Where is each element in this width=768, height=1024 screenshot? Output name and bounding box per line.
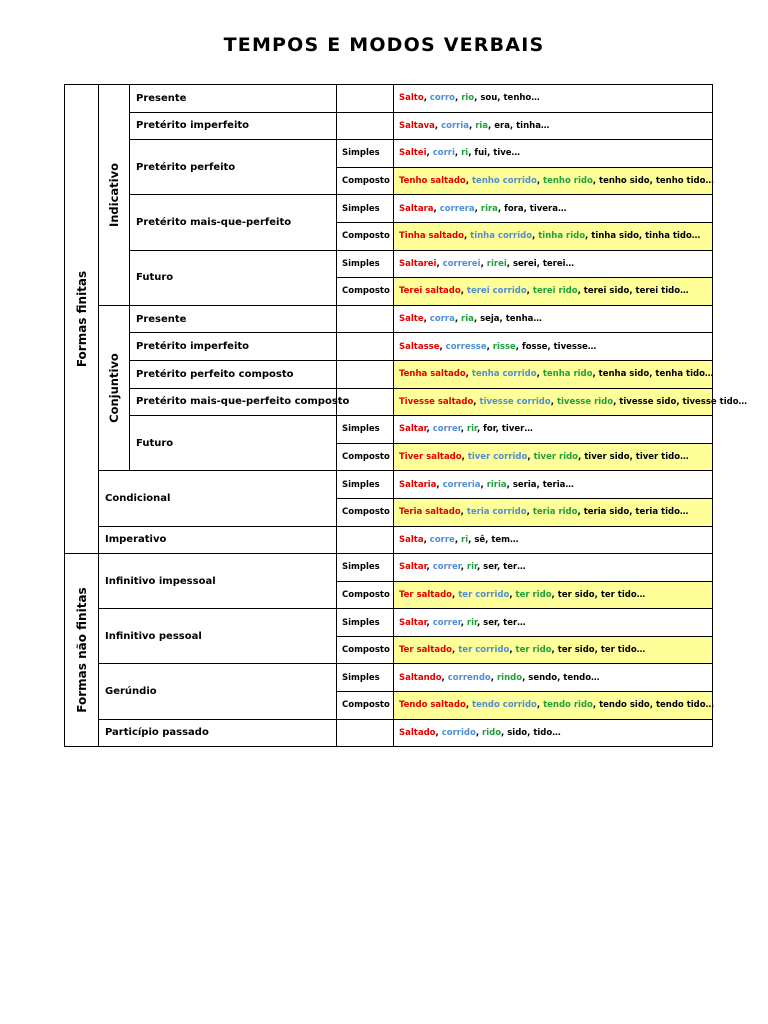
example-regular-er: tiver corrido <box>467 452 528 463</box>
example-irregular: ser, ter… <box>483 562 526 573</box>
example-regular-ir: ter rido <box>515 645 552 656</box>
example-irregular: sê, tem… <box>474 534 519 545</box>
group-label: Conjuntivo <box>107 353 121 423</box>
example-regular-er: correrei <box>442 258 481 269</box>
example-regular-er: corria <box>441 120 469 131</box>
example-irregular: ser, ter… <box>483 617 526 628</box>
example-irregular: serei, terei… <box>512 258 575 269</box>
subtype-cell: Simples <box>337 195 394 223</box>
example-regular-ir: tiver rido <box>533 452 579 463</box>
example-cell: Saltar, correr, rir, ser, ter… <box>394 609 713 637</box>
example-regular-ar: Saltarei <box>399 258 437 269</box>
table-row <box>65 305 713 333</box>
tense-cell: Infinitivo pessoal <box>99 609 337 664</box>
tense-cell: Condicional <box>99 471 337 526</box>
example-cell: Tenha saltado, tenha corrido, tenha rido, tenha sido, tenha tido… <box>394 360 713 388</box>
subtype-cell: Simples <box>337 140 394 168</box>
example-irregular: fui, tive… <box>474 148 521 159</box>
example-regular-er: corre <box>429 534 455 545</box>
example-regular-er: correndo <box>447 672 491 683</box>
example-irregular: tinha sido, tinha tido… <box>591 231 701 242</box>
example-regular-ir: risse <box>492 341 516 352</box>
example-regular-ir: tivesse rido <box>556 396 614 407</box>
example-cell: Saltaria, correria, riria, seria, teria… <box>394 471 713 499</box>
example-cell: Tivesse saltado, tivesse corrido, tivesse rido, tivesse sido, tivesse tido… <box>394 388 713 416</box>
table-row <box>65 195 713 223</box>
example-irregular: sido, tido… <box>507 727 561 738</box>
example-regular-er: ter corrido <box>458 589 510 600</box>
example-regular-ir: rira <box>480 203 498 214</box>
example-regular-er: teria corrido <box>466 507 527 518</box>
subtype-cell: Simples <box>337 554 394 582</box>
example-regular-ar: Saltar <box>399 562 427 573</box>
table-row <box>65 416 713 444</box>
tense-cell: Futuro <box>130 250 337 305</box>
example-regular-ir: tinha rido <box>538 231 586 242</box>
table-row <box>65 333 713 361</box>
example-regular-er: tenha corrido <box>471 369 537 380</box>
example-cell: Saltava, corria, ria, era, tinha… <box>394 112 713 140</box>
example-regular-er: correr <box>432 617 461 628</box>
example-cell: Salte, corra, ria, seja, tenha… <box>394 305 713 333</box>
example-irregular: tendo sido, tendo tido… <box>599 700 715 711</box>
example-irregular: seria, teria… <box>512 479 574 490</box>
example-regular-er: tivesse corrido <box>479 396 551 407</box>
example-regular-er: correria <box>442 479 481 490</box>
example-regular-er: terei corrido <box>466 286 527 297</box>
example-regular-er: corri <box>432 148 455 159</box>
example-regular-ar: Ter saltado <box>399 589 453 600</box>
example-irregular: sendo, tendo… <box>528 672 600 683</box>
table-row <box>65 554 713 582</box>
example-regular-ar: Saltei <box>399 148 427 159</box>
table-row <box>65 250 713 278</box>
example-irregular: tiver sido, tiver tido… <box>584 452 689 463</box>
example-regular-er: corrido <box>441 727 476 738</box>
example-regular-ir: riria <box>486 479 507 490</box>
tense-cell: Presente <box>130 305 337 333</box>
example-regular-ar: Saltar <box>399 617 427 628</box>
verb-tenses-table <box>64 84 748 747</box>
example-regular-er: corra <box>429 314 455 325</box>
example-regular-ar: Tivesse saltado <box>399 396 474 407</box>
tense-cell: Pretérito mais-que-perfeito composto <box>130 388 337 416</box>
example-regular-ir: rio <box>461 93 475 104</box>
example-regular-ir: ri <box>461 148 469 159</box>
subtype-cell <box>337 333 394 361</box>
example-regular-er: correra <box>439 203 475 214</box>
group-label: Formas finitas <box>74 270 89 368</box>
example-regular-ir: tenha rido <box>542 369 593 380</box>
subtype-cell <box>337 526 394 554</box>
example-regular-ar: Saltara <box>399 203 434 214</box>
example-irregular: tivesse sido, tivesse tido… <box>619 396 748 407</box>
example-irregular: ter sido, ter tido… <box>557 589 646 600</box>
example-cell: Tenho saltado, tenho corrido, tenho rido, tenho sido, tenho tido… <box>394 167 713 195</box>
example-irregular: era, tinha… <box>494 120 550 131</box>
example-cell: Salto, corro, rio, sou, tenho… <box>394 85 713 113</box>
example-regular-er: correr <box>432 562 461 573</box>
example-regular-ir: ria <box>461 314 474 325</box>
example-regular-ir: rirei <box>486 258 507 269</box>
subtype-cell: Simples <box>337 250 394 278</box>
example-irregular: tenho sido, tenho tido… <box>599 176 714 187</box>
example-cell: Ter saltado, ter corrido, ter rido, ter sido, ter tido… <box>394 581 713 609</box>
example-cell: Saltarei, correrei, rirei, serei, terei… <box>394 250 713 278</box>
example-regular-er: corro <box>429 93 455 104</box>
example-regular-ir: rir <box>466 424 477 435</box>
example-regular-ir: rindo <box>496 672 523 683</box>
table-row <box>65 112 713 140</box>
table-row <box>65 388 713 416</box>
page-title: TEMPOS E MODOS VERBAIS <box>223 34 545 56</box>
table-row <box>65 85 713 113</box>
example-regular-ir: tendo rido <box>543 700 593 711</box>
table-row <box>65 609 713 637</box>
example-regular-ar: Tinha saltado <box>399 231 464 242</box>
group-formas-nao-finitas <box>65 554 99 747</box>
example-cell: Saltara, correra, rira, fora, tivera… <box>394 195 713 223</box>
example-regular-ar: Ter saltado <box>399 645 453 656</box>
example-regular-ar: Saltando <box>399 672 442 683</box>
example-regular-er: corresse <box>445 341 487 352</box>
subtype-cell: Simples <box>337 609 394 637</box>
subtype-cell <box>337 85 394 113</box>
example-irregular: sou, tenho… <box>480 93 540 104</box>
subtype-cell: Composto <box>337 581 394 609</box>
example-irregular: for, tiver… <box>483 424 533 435</box>
example-regular-ar: Teria saltado <box>399 507 461 518</box>
example-regular-ir: rir <box>466 617 477 628</box>
example-irregular: fora, tivera… <box>504 203 567 214</box>
subtype-cell: Composto <box>337 498 394 526</box>
group-label: Indicativo <box>107 162 121 227</box>
example-cell: Saltar, correr, rir, for, tiver… <box>394 416 713 444</box>
example-regular-ar: Saltasse <box>399 341 440 352</box>
subtype-cell <box>337 360 394 388</box>
example-cell: Saltasse, corresse, risse, fosse, tivesse… <box>394 333 713 361</box>
example-irregular: terei sido, terei tido… <box>583 286 689 297</box>
group-conjuntivo <box>99 305 130 471</box>
example-regular-ar: Tenha saltado <box>399 369 466 380</box>
subtype-cell: Composto <box>337 167 394 195</box>
example-regular-ar: Terei saltado <box>399 286 461 297</box>
tense-cell: Infinitivo impessoal <box>99 554 337 609</box>
example-irregular: tenha sido, tenha tido… <box>598 369 714 380</box>
example-regular-ir: ri <box>461 534 469 545</box>
subtype-cell: Composto <box>337 636 394 664</box>
example-cell: Salta, corre, ri, sê, tem… <box>394 526 713 554</box>
table-row <box>65 360 713 388</box>
example-regular-er: tenho corrido <box>471 176 537 187</box>
group-label: Formas não finitas <box>74 587 89 713</box>
example-regular-ar: Tenho saltado <box>399 176 466 187</box>
example-regular-ir: tenho rido <box>543 176 593 187</box>
example-regular-ir: ter rido <box>515 589 552 600</box>
tense-cell: Pretérito imperfeito <box>130 333 337 361</box>
tense-cell: Futuro <box>130 416 337 471</box>
subtype-cell: Composto <box>337 692 394 720</box>
subtype-cell: Composto <box>337 222 394 250</box>
example-cell: Terei saltado, terei corrido, terei rido, terei sido, terei tido… <box>394 278 713 306</box>
tense-cell: Presente <box>130 85 337 113</box>
example-regular-ar: Tiver saltado <box>399 452 462 463</box>
example-regular-ir: ria <box>475 120 489 131</box>
example-irregular: fosse, tivesse… <box>522 341 597 352</box>
example-regular-er: correr <box>432 424 461 435</box>
subtype-cell: Simples <box>337 471 394 499</box>
example-cell: Saltado, corrido, rido, sido, tido… <box>394 719 713 747</box>
table-row <box>65 471 713 499</box>
example-regular-ar: Salta <box>399 534 424 545</box>
example-regular-ir: rir <box>466 562 477 573</box>
group-indicativo <box>99 85 130 306</box>
example-regular-ar: Salte <box>399 314 424 325</box>
example-cell: Tinha saltado, tinha corrido, tinha rido, tinha sido, tinha tido… <box>394 222 713 250</box>
tense-cell: Pretérito perfeito <box>130 140 337 195</box>
subtype-cell: Simples <box>337 416 394 444</box>
subtype-cell <box>337 719 394 747</box>
example-regular-ar: Tendo saltado <box>399 700 466 711</box>
subtype-cell: Simples <box>337 664 394 692</box>
tense-cell: Pretérito mais-que-perfeito <box>130 195 337 250</box>
example-cell: Ter saltado, ter corrido, ter rido, ter sido, ter tido… <box>394 636 713 664</box>
example-regular-er: ter corrido <box>458 645 510 656</box>
example-cell: Tendo saltado, tendo corrido, tendo rido, tendo sido, tendo tido… <box>394 692 713 720</box>
table-row <box>65 719 713 747</box>
subtype-cell <box>337 112 394 140</box>
example-irregular: seja, tenha… <box>480 314 542 325</box>
example-irregular: ter sido, ter tido… <box>557 645 646 656</box>
example-regular-ir: rido <box>482 727 502 738</box>
example-cell: Tiver saltado, tiver corrido, tiver rido, tiver sido, tiver tido… <box>394 443 713 471</box>
table-row <box>65 664 713 692</box>
example-regular-ir: teria rido <box>532 507 578 518</box>
example-regular-er: tendo corrido <box>472 700 537 711</box>
table-row <box>65 526 713 554</box>
example-cell: Saltando, correndo, rindo, sendo, tendo… <box>394 664 713 692</box>
subtype-cell <box>337 305 394 333</box>
tense-cell: Gerúndio <box>99 664 337 719</box>
example-cell: Teria saltado, teria corrido, teria rido, teria sido, teria tido… <box>394 498 713 526</box>
example-regular-ar: Saltado <box>399 727 436 738</box>
subtype-cell: Composto <box>337 278 394 306</box>
example-irregular: teria sido, teria tido… <box>583 507 689 518</box>
tense-cell: Pretérito imperfeito <box>130 112 337 140</box>
group-formas-finitas <box>65 85 99 554</box>
example-cell: Saltei, corri, ri, fui, tive… <box>394 140 713 168</box>
example-regular-ar: Salto <box>399 93 424 104</box>
tense-cell: Pretérito perfeito composto <box>130 360 337 388</box>
tense-cell: Particípio passado <box>99 719 337 747</box>
example-regular-er: tinha corrido <box>470 231 533 242</box>
example-regular-ar: Saltava <box>399 120 435 131</box>
example-regular-ir: terei rido <box>532 286 578 297</box>
table-row <box>65 140 713 168</box>
example-regular-ar: Saltaria <box>399 479 437 490</box>
subtype-cell: Composto <box>337 443 394 471</box>
example-cell: Saltar, correr, rir, ser, ter… <box>394 554 713 582</box>
tense-cell: Imperativo <box>99 526 337 554</box>
example-regular-ar: Saltar <box>399 424 427 435</box>
